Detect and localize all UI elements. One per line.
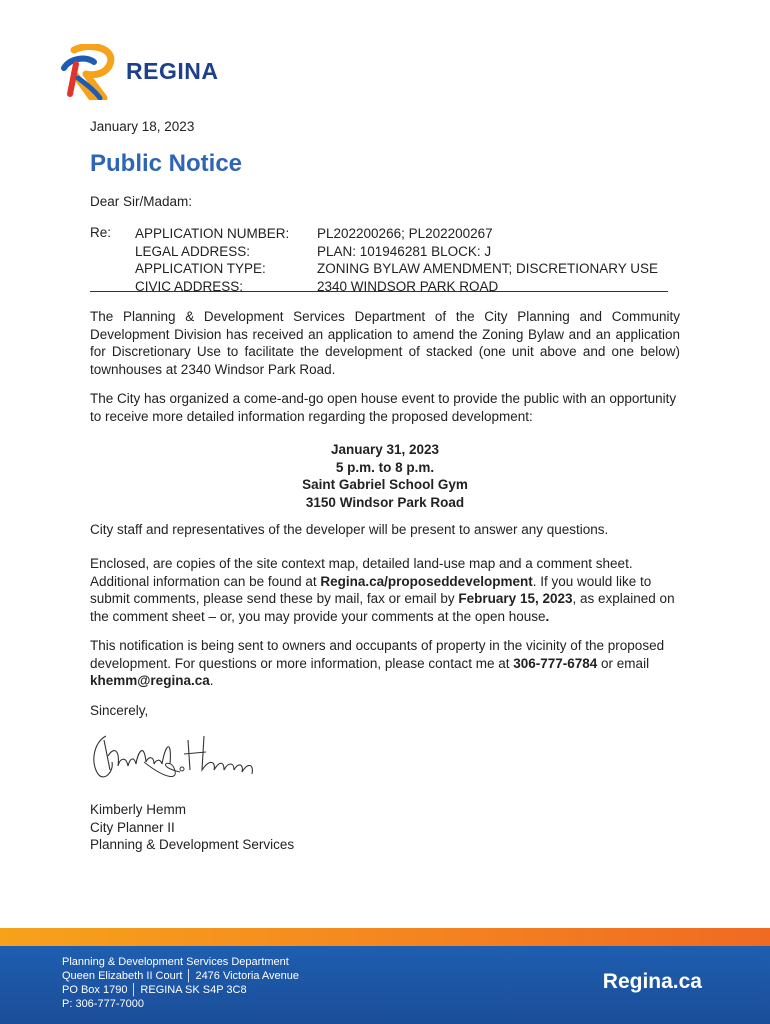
contact-phone: 306-777-6784 bbox=[513, 655, 598, 671]
re-row-application-type bbox=[135, 260, 658, 278]
regina-r-mark-icon bbox=[60, 44, 120, 100]
footer-contact-info bbox=[62, 955, 299, 1011]
footer-address-line2: PO Box 1790 │ REGINA SK S4P 3C8 bbox=[62, 984, 247, 996]
paragraph-contact bbox=[90, 637, 680, 690]
footer-department: Planning & Development Services Department bbox=[62, 956, 289, 968]
enclosed-period: . bbox=[545, 608, 550, 624]
event-address: 3150 Windsor Park Road bbox=[305, 494, 465, 510]
closing: Sincerely, bbox=[90, 703, 149, 718]
enclosed-text-3: , as explained on the comment sheet – or, you may provide your comments at the open house bbox=[90, 591, 675, 624]
paragraph-enclosed bbox=[90, 555, 680, 625]
re-divider bbox=[90, 291, 668, 292]
event-date: January 31, 2023 bbox=[330, 442, 440, 457]
event-venue: Saint Gabriel School Gym bbox=[302, 477, 468, 492]
re-key: APPLICATION NUMBER: bbox=[135, 226, 290, 241]
paragraph-open-house: The City has organized a come-and-go open house event to provide the public with an opportunity to receive more detailed information regarding the proposed development: bbox=[90, 391, 677, 424]
contact-text-2: or email bbox=[597, 655, 650, 671]
signer-department: Planning & Development Services bbox=[90, 837, 295, 852]
footer-phone: P: 306-777-7000 bbox=[62, 998, 144, 1010]
re-key: APPLICATION TYPE: bbox=[135, 261, 266, 276]
paragraph-staff: City staff and representatives of the developer will be present to answer any questions. bbox=[90, 522, 609, 537]
handwritten-signature bbox=[84, 722, 264, 790]
signer-title: City Planner II bbox=[90, 819, 175, 835]
contact-text-1: This notification is being sent to owners and occupants of property in the vicinity of the proposed development. For questions or more information, please contact me at bbox=[90, 638, 665, 671]
signer-name: Kimberly Hemm bbox=[90, 802, 187, 817]
enclosed-text-1: Enclosed, are copies of the site context map, detailed land-use map and a comment sheet. Additional information can be found at bbox=[90, 556, 633, 589]
paragraph-application: The Planning & Development Services Department of the City Planning and Community Development Division has received an application to amend the Zoning Bylaw and an application for Discretionary Use to facilitate the development of stacked (one unit above and one below) townhouses at 2340 Windsor Park Road. bbox=[90, 309, 680, 377]
signature-block bbox=[90, 801, 294, 854]
comment-deadline: February 15, 2023 bbox=[458, 591, 573, 606]
re-value: PLAN: 101946281 BLOCK: J bbox=[317, 243, 492, 259]
re-value: PL202200266; PL202200267 bbox=[317, 226, 493, 241]
re-row-civic-address bbox=[135, 278, 658, 296]
page-footer bbox=[0, 928, 770, 1024]
re-value: ZONING BYLAW AMENDMENT; DISCRETIONARY USE bbox=[317, 261, 659, 276]
event-time: 5 p.m. to 8 p.m. bbox=[335, 459, 435, 475]
letter-date: January 18, 2023 bbox=[90, 119, 195, 134]
contact-text-3: . bbox=[209, 673, 214, 688]
event-details bbox=[90, 441, 680, 511]
re-row-application-number bbox=[135, 225, 658, 243]
page-title: Public Notice bbox=[90, 150, 243, 177]
footer-address-line1: Queen Elizabeth II Court │ 2476 Victoria Avenue bbox=[62, 970, 300, 982]
re-row-legal-address bbox=[135, 243, 658, 261]
re-value: 2340 WINDSOR PARK ROAD bbox=[317, 278, 499, 294]
proposed-development-link[interactable]: Regina.ca/proposeddevelopment bbox=[320, 573, 533, 589]
salutation: Dear Sir/Madam: bbox=[90, 194, 193, 209]
enclosed-text-2: . If you would like to submit comments, please send these by mail, fax or email by bbox=[90, 573, 652, 606]
contact-email-link[interactable]: khemm@regina.ca bbox=[90, 673, 210, 688]
regina-logo bbox=[60, 44, 240, 100]
logo-wordmark: REGINA bbox=[126, 58, 219, 84]
re-label: Re: bbox=[90, 225, 112, 240]
re-details bbox=[135, 225, 658, 295]
re-key: LEGAL ADDRESS: bbox=[135, 243, 251, 259]
footer-website-link[interactable]: Regina.ca bbox=[602, 970, 702, 993]
re-key: CIVIC ADDRESS: bbox=[135, 278, 244, 294]
